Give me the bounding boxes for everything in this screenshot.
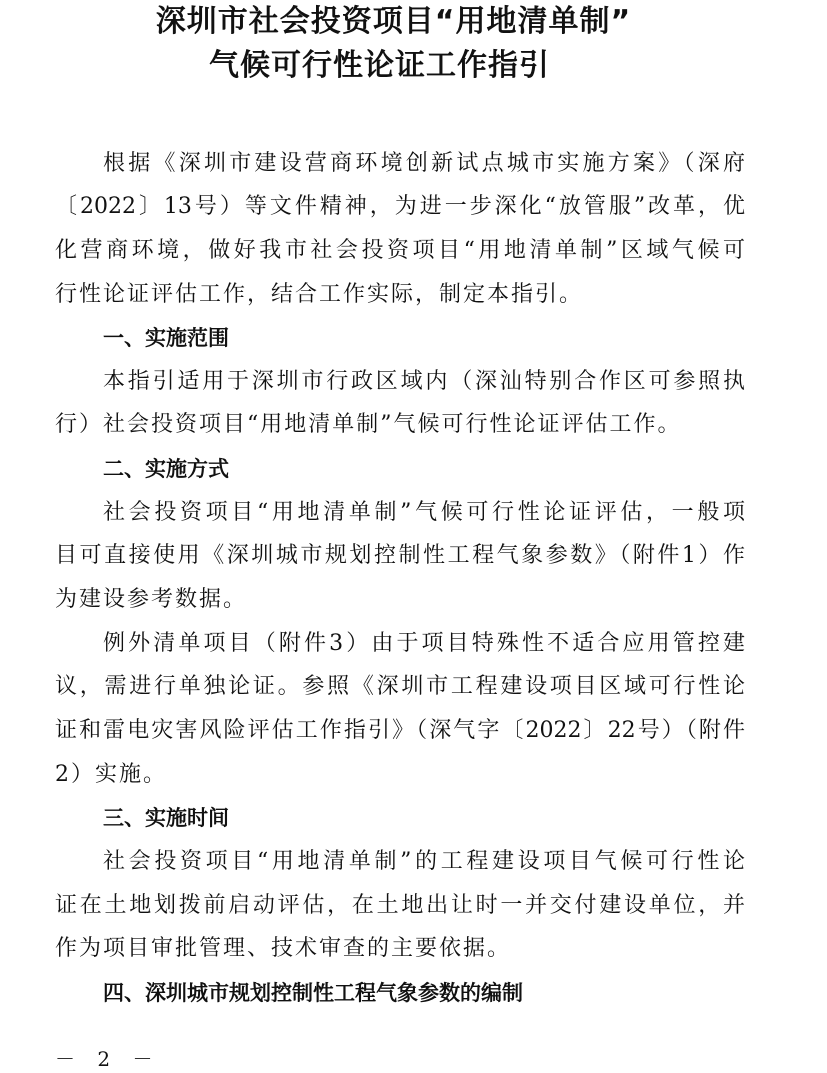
intro-line-2: 〔2022〕13号）等文件精神，为进一步深化“放管服”改革，优 — [55, 194, 745, 219]
section-2-p2-line-3: 证和雷电灾害风险评估工作指引》（深气字〔2022〕22号）（附件 — [55, 718, 745, 743]
section-2-p2-line-4: 2）实施。 — [55, 762, 167, 787]
section-3-line-3: 作为项目审批管理、技术审查的主要依据。 — [55, 936, 512, 961]
section-2-p1-line-1: 社会投资项目“用地清单制”气候可行性论证评估，一般项 — [103, 500, 745, 525]
section-4-heading: 四、深圳城市规划控制性工程气象参数的编制 — [103, 981, 523, 1005]
intro-line-1: 根据《深圳市建设营商环境创新试点城市实施方案》（深府 — [103, 151, 745, 176]
section-1-line-2: 行）社会投资项目“用地清单制”气候可行性论证评估工作。 — [55, 412, 682, 437]
section-1-line-1: 本指引适用于深圳市行政区域内（深汕特别合作区可参照执 — [103, 369, 745, 394]
section-2-p2-line-1: 例外清单项目（附件3）由于项目特殊性不适合应用管控建 — [103, 631, 745, 656]
section-2-p1-line-2: 目可直接使用《深圳城市规划控制性工程气象参数》（附件1）作 — [55, 543, 745, 568]
page-number: － 2 － — [55, 1047, 161, 1071]
intro-line-4: 行性论证评估工作，结合工作实际，制定本指引。 — [55, 282, 584, 307]
title-line-2: 气候可行性论证工作指引 — [209, 48, 550, 83]
section-3-line-2: 证在土地划拨前启动评估，在土地出让时一并交付建设单位，并 — [55, 893, 745, 918]
section-2-heading: 二、实施方式 — [103, 457, 229, 481]
section-1-heading: 一、实施范围 — [103, 326, 229, 350]
section-2-p2-line-2: 议，需进行单独论证。参照《深圳市工程建设项目区域可行性论 — [55, 674, 745, 699]
section-3-heading: 三、实施时间 — [103, 806, 229, 830]
intro-line-3: 化营商环境，做好我市社会投资项目“用地清单制”区域气候可 — [55, 238, 745, 263]
section-3-line-1: 社会投资项目“用地清单制”的工程建设项目气候可行性论 — [103, 849, 745, 874]
title-line-1: 深圳市社会投资项目“用地清单制” — [155, 4, 632, 39]
section-2-p1-line-3: 为建设参考数据。 — [55, 587, 248, 612]
